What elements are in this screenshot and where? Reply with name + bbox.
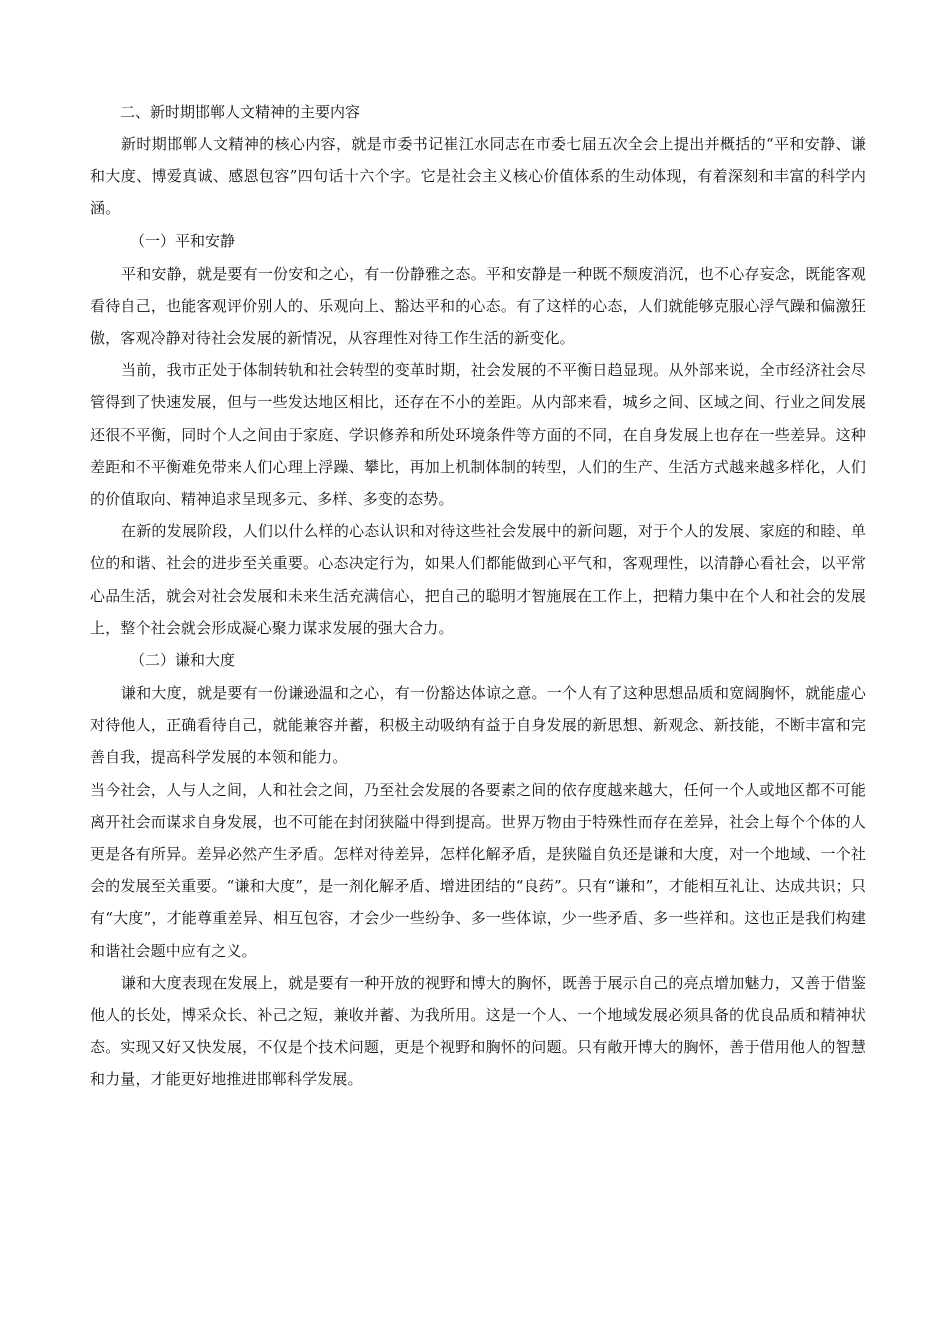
subsection-2-title: （二）谦和大度 [130, 651, 236, 670]
subsection-1-paragraph-3: 在新的发展阶段，人们以什么样的心态认识和对待这些社会发展中的新问题，对于个人的发展、家庭的和睦、单位的和谐、社会的进步至关重要。心态决定行为，如果人们都能做到心平气和，客观理性，以清静心看社会，以平常心品生活，就会对社会发展和未来生活充满信心，把自己的聪明才智施展在工作上，把精力集中在个人和社会的发展上，整个社会就会形成凝心聚力谋求发展的强大合力。 [90, 522, 866, 637]
document-page [90, 96, 866, 1096]
subsection-1-title: （一）平和安静 [130, 231, 236, 250]
subsection-1-paragraph-1: 平和安静，就是要有一份安和之心，有一份静雅之态。平和安静是一种既不颓废消沉，也不心存妄念，既能客观看待自己，也能客观评价别人的、乐观向上、豁达平和的心态。有了这样的心态，人们就能够克服心浮气躁和偏激狂傲，客观冷静对待社会发展的新情况，从容理性对待工作生活的新变化。 [90, 264, 866, 348]
subsection-2-paragraph-1: 谦和大度，就是要有一份谦逊温和之心，有一份豁达体谅之意。一个人有了这种思想品质和宽阔胸怀，就能虚心对待他人，正确看待自己，就能兼容并蓄，积极主动吸纳有益于自身发展的新思想、新观念、新技能，不断丰富和完善自我，提高科学发展的本领和能力。 [90, 684, 866, 767]
subsection-1-paragraph-2: 当前，我市正处于体制转轨和社会转型的变革时期，社会发展的不平衡日趋显现。从外部来说，全市经济社会尽管得到了快速发展，但与一些发达地区相比，还存在不小的差距。从内部来看，城乡之间、区域之间、行业之间发展还很不平衡，同时个人之间由于家庭、学识修养和所处环境条件等方面的不同，在自身发展上也存在一些差异。这种差距和不平衡难免带来人们心理上浮躁、攀比，再加上机制体制的转型，人们的生产、生活方式越来越多样化，人们的价值取向、精神追求呈现多元、多样、多变的态势。 [90, 361, 866, 509]
subsection-2-paragraph-3: 谦和大度表现在发展上，就是要有一种开放的视野和博大的胸怀，既善于展示自己的亮点增加魅力，又善于借鉴他人的长处，博采众长、补己之短，兼收并蓄、为我所用。这是一个人、一个地域发展必须具备的优良品质和精神状态。实现又好又快发展，不仅是个技术问题，更是个视野和胸怀的问题。只有敞开博大的胸怀，善于借用他人的智慧和力量，才能更好地推进邯郸科学发展。 [90, 973, 866, 1089]
subsection-2-paragraph-2: 当今社会，人与人之间，人和社会之间，乃至社会发展的各要素之间的依存度越来越大，任何一个人或地区都不可能离开社会而谋求自身发展，也不可能在封闭狭隘中得到提高。世界万物由于特殊性而存在差异，社会上每个个体的人更是各有所异。差异必然产生矛盾。怎样对待差异，怎样化解矛盾，是狭隘自负还是谦和大度，对一个地域、一个社会的发展至关重要。“谦和大度”，是一剂化解矛盾、增进团结的“良药”。只有“谦和”，才能相互礼让、达成共识；只有“大度”，才能尊重差异、相互包容，才会少一些纷争、多一些体谅，少一些矛盾、多一些祥和。这也正是我们构建和谐社会题中应有之义。 [90, 780, 866, 960]
intro-paragraph: 新时期邯郸人文精神的核心内容，就是市委书记崔江水同志在市委七届五次全会上提出并概括的“平和安静、谦和大度、博爱真诚、感恩包容”四句话十六个字。它是社会主义核心价值体系的生动体现，有着深刻和丰富的科学内涵。 [90, 135, 866, 218]
section-heading: 二、新时期邯郸人文精神的主要内容 [120, 103, 361, 121]
